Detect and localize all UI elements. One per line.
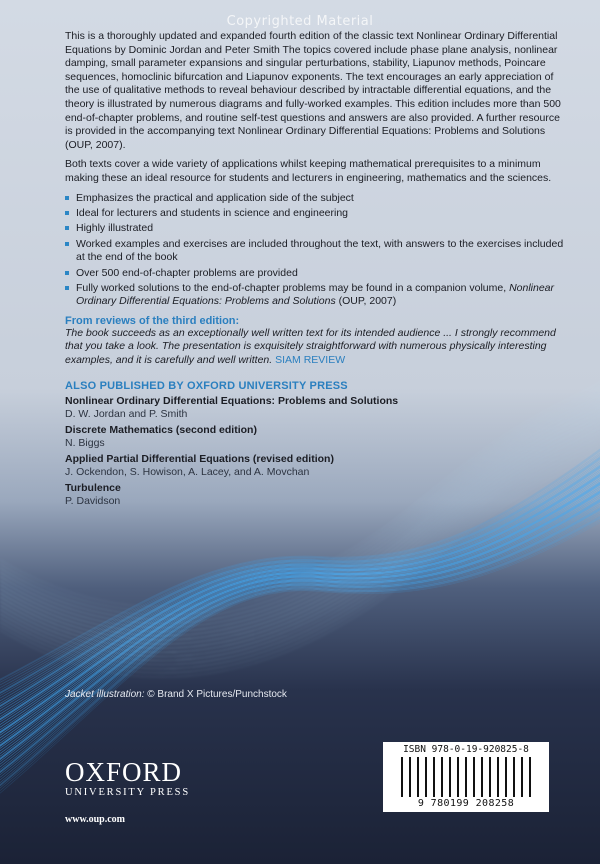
review-source: SIAM REVIEW	[275, 353, 346, 366]
related-book-title: Nonlinear Ordinary Differential Equations: Problems and Solutions	[65, 394, 399, 407]
also-published-heading: ALSO PUBLISHED BY OXFORD UNIVERSITY PRESS	[65, 379, 348, 392]
jacket-credit-text: © Brand X Pictures/Punchstock	[144, 689, 287, 700]
feature-list	[65, 192, 565, 309]
feature-item: Over 500 end-of-chapter problems are provided	[65, 267, 565, 280]
related-book-author: J. Ockendon, S. Howison, A. Lacey, and A. Movchan	[65, 465, 310, 478]
related-book-title: Turbulence	[65, 481, 121, 494]
barcode-icon	[392, 757, 540, 797]
review-quote-text: The book succeeds as an exceptionally well written text for its intended audience ... I strongly recommend that you take a look. The presentation is exquisitely straightforward with numerous physically interesting examples, and it is carefully and well written.	[65, 326, 556, 366]
related-book	[65, 482, 565, 508]
feature-item: Highly illustrated	[65, 222, 565, 235]
wave-line	[0, 480, 600, 780]
wave-line	[0, 476, 600, 774]
publisher-url: www.oup.com	[65, 814, 126, 825]
companion-suffix: (OUP, 2007)	[335, 295, 397, 308]
logo-sub: UNIVERSITY PRESS	[65, 787, 190, 798]
both-texts-paragraph: Both texts cover a wide variety of applications whilst keeping mathematical prerequisites to a minimum making these an ideal resource for students and lecturers in engineering, mathematics and the sciences.	[65, 158, 552, 184]
feature-item: Emphasizes the practical and application side of the subject	[65, 192, 565, 205]
companion-text: Fully worked solutions to the end-of-chapter problems may be found in a companion volume,	[76, 281, 510, 294]
barcode-digits: 9 780199 208258	[417, 798, 515, 809]
feature-item: Worked examples and exercises are included throughout the text, with answers to the exercises included at the end of the book	[65, 238, 565, 265]
back-cover-text	[65, 30, 565, 511]
isbn-label: ISBN 978-0-19-920825-8	[403, 744, 529, 755]
related-book-title: Applied Partial Differential Equations (revised edition)	[65, 452, 334, 465]
reviews-heading: From reviews of the third edition:	[65, 314, 240, 327]
related-book-author: D. W. Jordan and P. Smith	[65, 407, 188, 420]
related-book-title: Discrete Mathematics (second edition)	[65, 423, 257, 436]
logo-main: OXFORD	[65, 757, 183, 787]
barcode-panel	[383, 742, 549, 812]
jacket-credit	[65, 689, 287, 700]
related-book-author: P. Davidson	[65, 494, 121, 507]
companion-title: Nonlinear Ordinary Differential Equations: Problems and Solutions	[76, 281, 555, 308]
related-book	[65, 395, 565, 421]
review-quote	[65, 327, 565, 368]
watermark: Copyrighted Material	[226, 14, 374, 29]
feature-item-companion	[65, 282, 565, 309]
wave-line	[0, 465, 600, 762]
feature-item: Ideal for lecturers and students in science and engineering	[65, 207, 565, 220]
oxford-logo	[65, 758, 190, 798]
related-book-author: N. Biggs	[65, 436, 105, 449]
intro-paragraph: This is a thoroughly updated and expanded fourth edition of the classic text Nonlinear Ordinary Differential Equations by Dominic Jordan and Peter Smith The topics covered include phase plane analysis, nonlinear damping, small parameter expansions and singular perturbations, stability, Liapunov methods, Poincare sequences, homoclinic bifurcation and Liapunov exponents. The text encourages an early appreciation of the use of qualitative methods to reveal behaviour described by intractable differential equations, and the theory is illustrated by numerous diagrams and fully-worked examples. This edition includes more than 500 end-of-chapter problems, and routine self-test questions and answers are also provided. A further resource is provided in the accompanying text Nonlinear Ordinary Differential Equations: Problems and Solutions (OUP, 2007).	[65, 30, 561, 151]
jacket-credit-label: Jacket illustration:	[65, 689, 145, 700]
related-book	[65, 424, 565, 450]
related-book	[65, 453, 565, 479]
